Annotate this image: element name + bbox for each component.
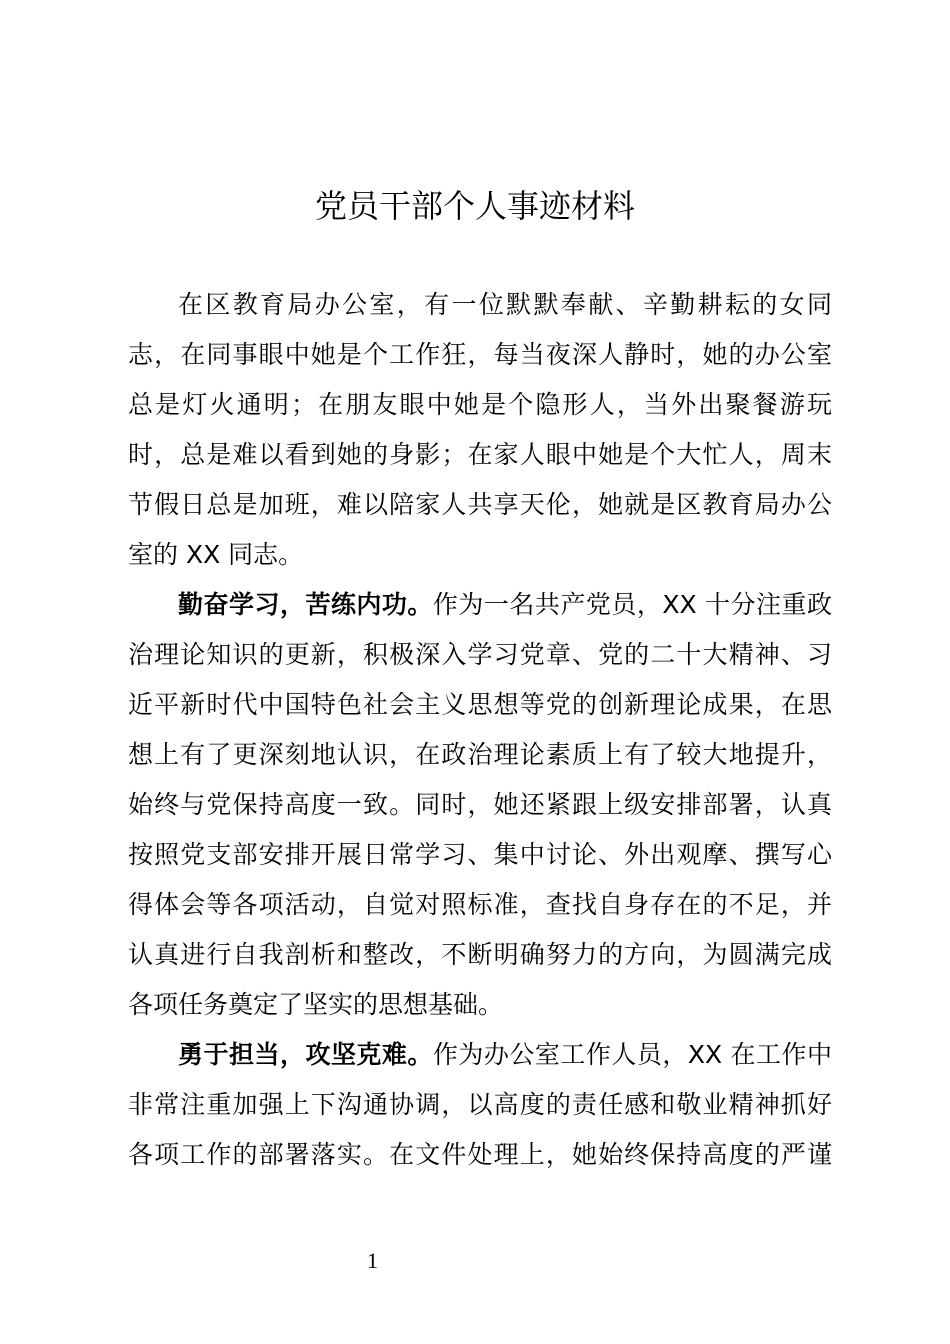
paragraph-line [128,530,832,580]
paragraph-heading: 勤奋学习，苦练内功。 [178,590,433,619]
paragraph-text: 室的 XX 同志。 [128,540,304,569]
paragraph-line [128,1080,832,1130]
paragraph-text: 志，在同事眼中她是个工作狂，每当夜深人静时，她的办公室 [128,340,832,369]
paragraph-text: 各项工作的部署落实。在文件处理上，她始终保持高度的严谨 [128,1140,832,1169]
paragraph-line [178,580,832,630]
paragraph-text: 总是灯火通明；在朋友眼中她是个隐形人，当外出聚餐游玩 [128,390,832,419]
paragraph-text: 治理论知识的更新，积极深入学习党章、党的二十大精神、习 [128,640,832,669]
paragraph-text: 在区教育局办公室，有一位默默奉献、辛勤耕耘的女同 [178,290,832,319]
paragraph-text: 想上有了更深刻地认识，在政治理论素质上有了较大地提升， [128,740,832,769]
document-title: 党员干部个人事迹材料 [314,187,635,225]
paragraph-text: 作为办公室工作人员，XX 在工作中 [432,1040,832,1069]
paragraph-text: 非常注重加强上下沟通协调，以高度的责任感和敬业精神抓好 [128,1090,832,1119]
paragraph-line [128,930,832,980]
paragraph-text: 近平新时代中国特色社会主义思想等党的创新理论成果，在思 [128,690,832,719]
paragraph-text: 作为一名共产党员，XX 十分注重政 [432,590,832,619]
paragraph-text: 按照党支部安排开展日常学习、集中讨论、外出观摩、撰写心 [128,840,832,869]
paragraph-text: 节假日总是加班，难以陪家人共享天伦，她就是区教育局办公 [128,490,832,519]
paragraph-line [128,380,832,430]
paragraph-text: 始终与党保持高度一致。同时，她还紧跟上级安排部署，认真 [128,790,832,819]
paragraph-line [128,630,832,680]
paragraph-line [128,680,832,730]
paragraph-heading: 勇于担当，攻坚克难。 [178,1040,433,1069]
page-number: 1 [367,1248,378,1273]
paragraph-line [128,980,832,1030]
paragraph-line [178,280,832,330]
paragraph-line [128,330,832,380]
paragraph-line [128,480,832,530]
paragraph-text: 时，总是难以看到她的身影；在家人眼中她是个大忙人，周末 [128,440,832,469]
paragraph-line [128,880,832,930]
paragraph-line [128,1130,832,1180]
paragraph-line [178,1030,832,1080]
paragraph-text: 各项任务奠定了坚实的思想基础。 [128,990,504,1019]
paragraph-text: 认真进行自我剖析和整改，不断明确努力的方向，为圆满完成 [128,940,832,969]
paragraph-line [128,430,832,480]
paragraph-line [128,730,832,780]
paragraph-text: 得体会等各项活动，自觉对照标准，查找自身存在的不足，并 [128,890,832,919]
paragraph-line [128,830,832,880]
paragraph-line [128,780,832,830]
